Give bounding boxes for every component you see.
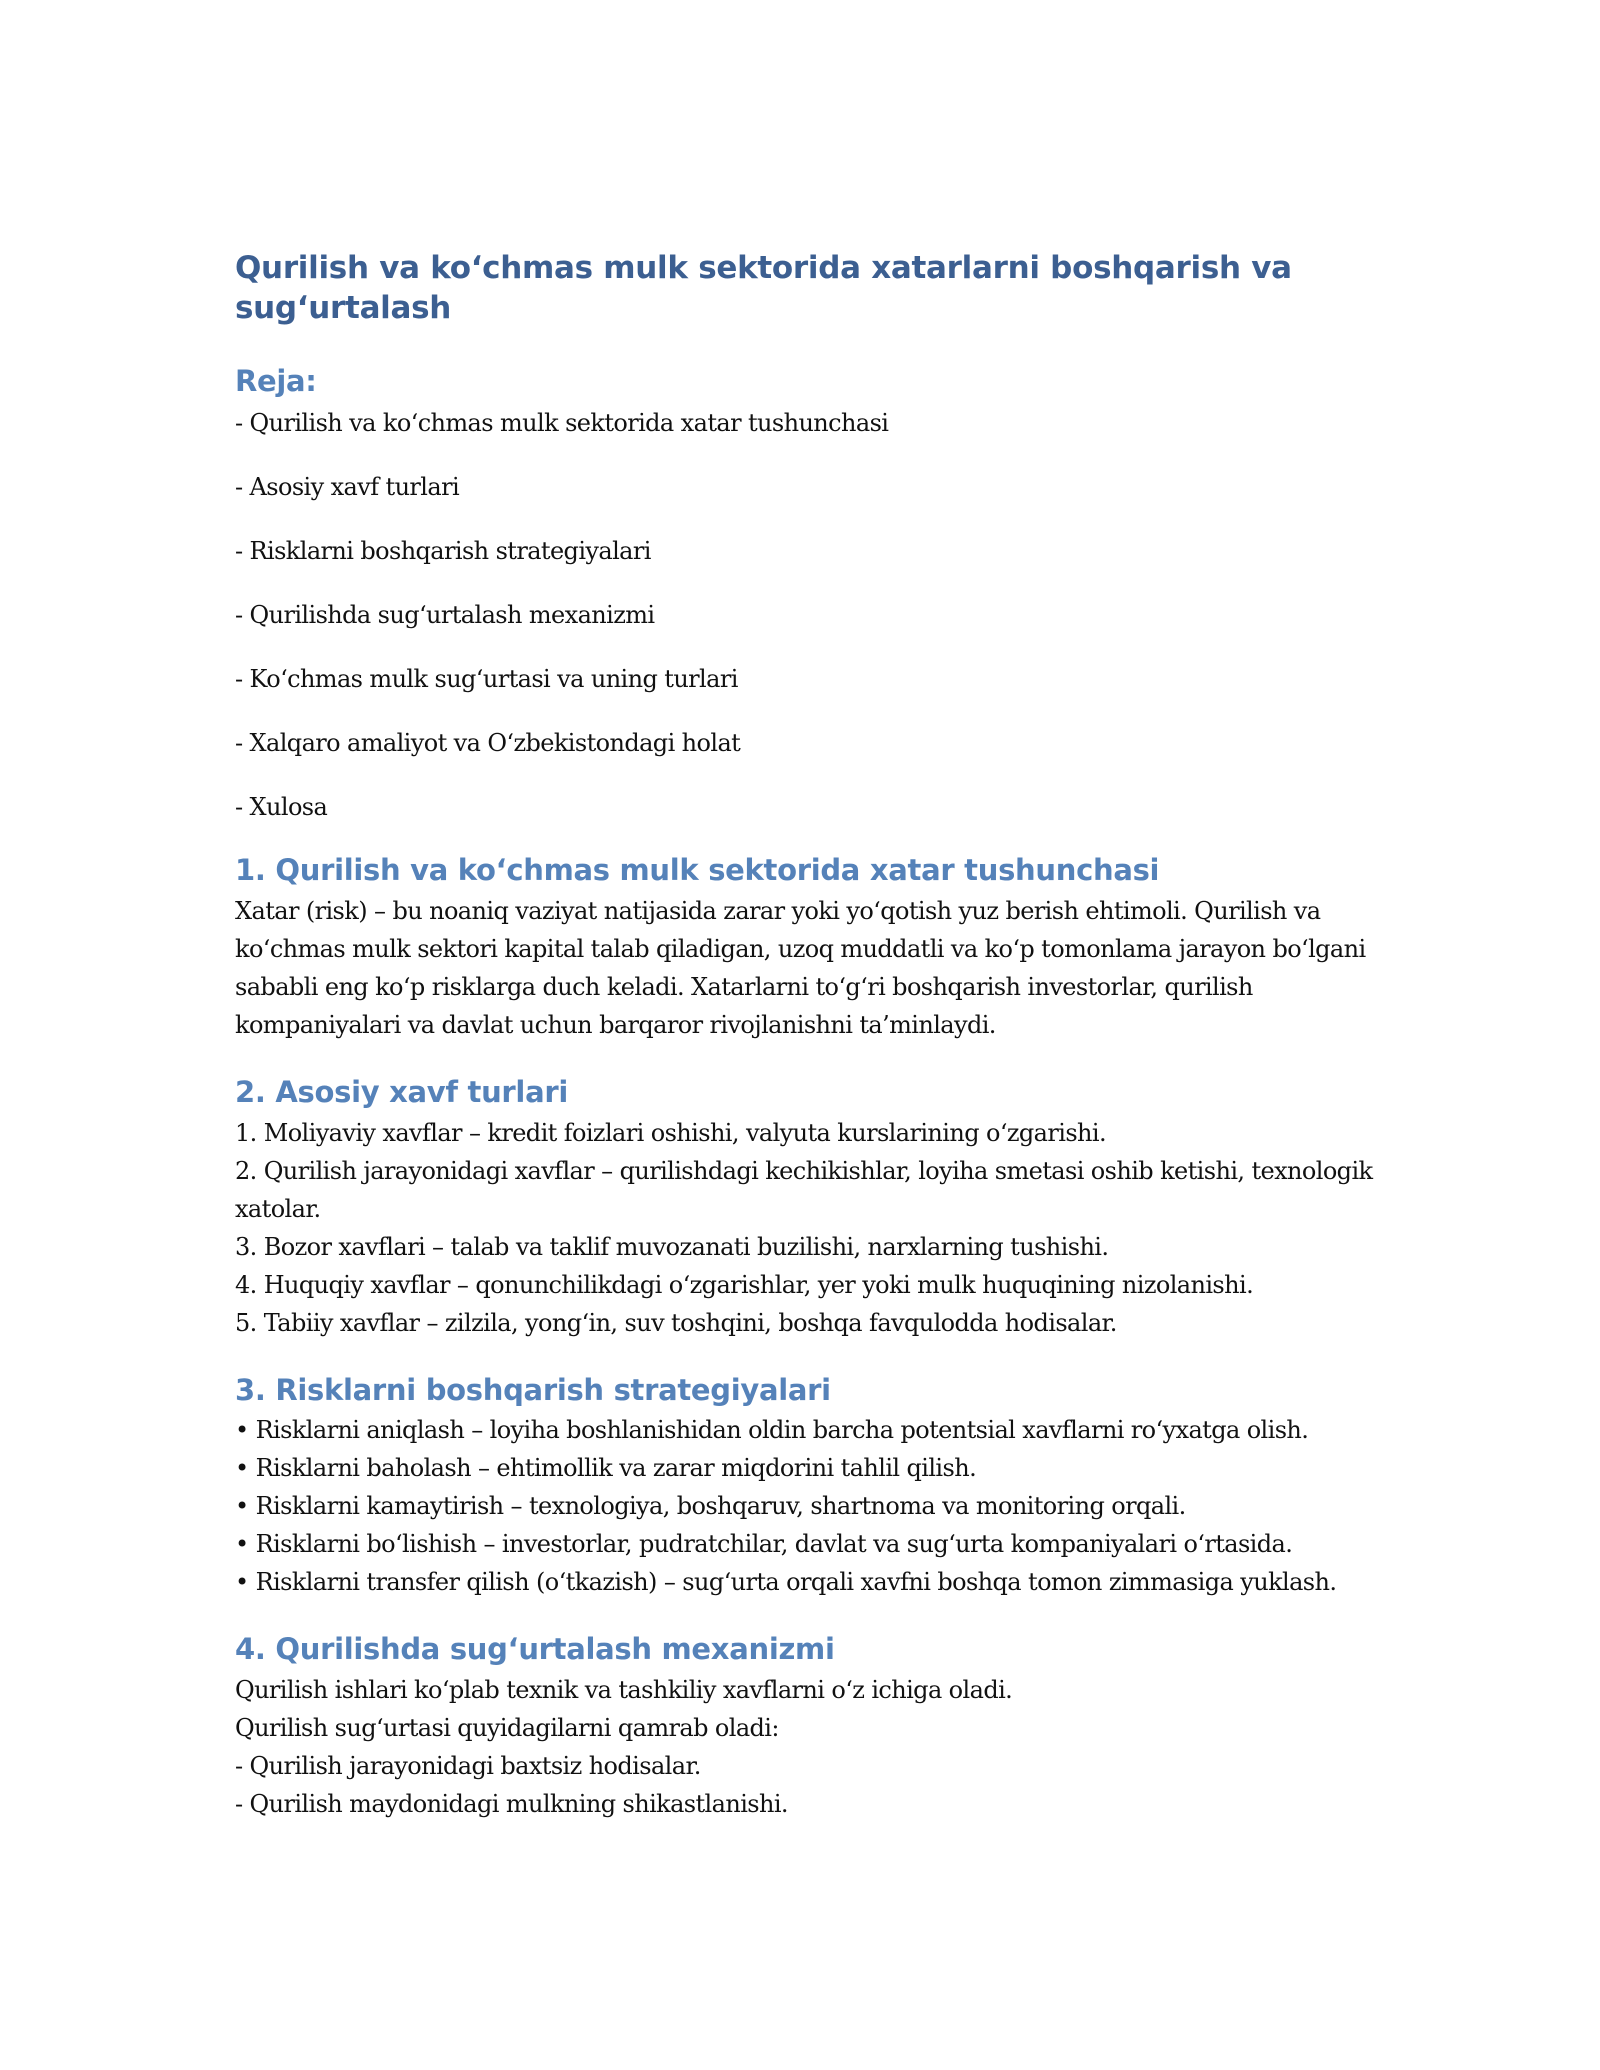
plan-item: - Risklarni boshqarish strategiyalari (235, 537, 651, 566)
section-line: • Risklarni transfer qilish (o‘tkazish) – sug‘urta orqali xavfni boshqa tomon zimmasiga yuklash. (235, 1568, 1337, 1597)
section-heading: 3. Risklarni boshqarish strategiyalari (235, 1372, 831, 1407)
section-risk-concept (235, 852, 1395, 1044)
plan-item: - Ko‘chmas mulk sug‘urtasi va uning turlari (235, 665, 738, 694)
section-line: Qurilish sug‘urtasi quyidagilarni qamrab oladi: (235, 1714, 779, 1743)
plan-item: - Asosiy xavf turlari (235, 473, 460, 502)
section-line: • Risklarni bo‘lishish – investorlar, pudratchilar, davlat va sug‘urta kompaniyalari o‘rtasida. (235, 1530, 1293, 1559)
section-line: • Risklarni kamaytirish – texnologiya, boshqaruv, shartnoma va monitoring orqali. (235, 1492, 1186, 1521)
section-heading: 2. Asosiy xavf turlari (235, 1074, 568, 1109)
section-paragraph: Xatar (risk) – bu noaniq vaziyat natijasida zarar yoki yo‘qotish yuz berish ehtimoli. Qurilish va ko‘chmas mulk sektori kapital talab qiladigan, uzoq muddatli va ko‘p tomonlama jarayon bo‘lgani sababli eng ko‘p risklarga duch keladi. Xatarlarni to‘g‘ri boshqarish investorlar, qurilish kompaniyalari va davlat uchun barqaror rivojlanishni ta’minlaydi. (235, 896, 1366, 1039)
section-heading: 1. Qurilish va ko‘chmas mulk sektorida xatar tushunchasi (235, 853, 1160, 888)
plan-item: - Qurilish va ko‘chmas mulk sektorida xatar tushunchasi (235, 409, 889, 438)
section-line: 3. Bozor xavflari – talab va taklif muvozanati buzilishi, narxlarning tushishi. (235, 1232, 1109, 1261)
section-line: • Risklarni baholash – ehtimollik va zarar miqdorini tahlil qilish. (235, 1454, 977, 1483)
section-line: Qurilish ishlari ko‘plab texnik va tashkiliy xavflarni o‘z ichiga oladi. (235, 1676, 1013, 1705)
section-risk-strategies (235, 1372, 1395, 1602)
section-line: 1. Moliyaviy xavflar – kredit foizlari oshishi, valyuta kurslarining o‘zgarishi. (235, 1118, 1107, 1147)
plan-item: - Xalqaro amaliyot va O‘zbekistondagi holat (235, 729, 741, 758)
section-line: 4. Huquqiy xavflar – qonunchilikdagi o‘zgarishlar, yer yoki mulk huquqining nizolanishi. (235, 1270, 1254, 1299)
plan-item: - Qurilishda sug‘urtalash mexanizmi (235, 601, 655, 630)
section-line: • Risklarni aniqlash – loyiha boshlanishidan oldin barcha potentsial xavflarni ro‘yxatga olish. (235, 1416, 1309, 1445)
section-line: - Qurilish maydonidagi mulkning shikastlanishi. (235, 1790, 788, 1819)
section-insurance-mechanism (235, 1631, 1395, 1823)
document-title: Qurilish va ko‘chmas mulk sektorida xatarlarni boshqarish va sug‘urtalash (235, 250, 1292, 327)
plan-heading: Reja: (235, 363, 317, 398)
section-line: 5. Tabiiy xavflar – zilzila, yong‘in, suv toshqini, boshqa favqulodda hodisalar. (235, 1308, 1117, 1337)
section-risk-types (235, 1074, 1395, 1342)
section-line: - Qurilish jarayonidagi baxtsiz hodisalar. (235, 1752, 701, 1781)
plan-list (235, 404, 1395, 826)
section-line: 2. Qurilish jarayonidagi xavflar – qurilishdagi kechikishlar, loyiha smetasi oshib ketishi, texnologik xatolar. (235, 1156, 1373, 1223)
document-page (235, 248, 1395, 1823)
plan-block (235, 363, 1395, 827)
section-heading: 4. Qurilishda sug‘urtalash mexanizmi (235, 1632, 835, 1667)
plan-item: - Xulosa (235, 793, 328, 822)
